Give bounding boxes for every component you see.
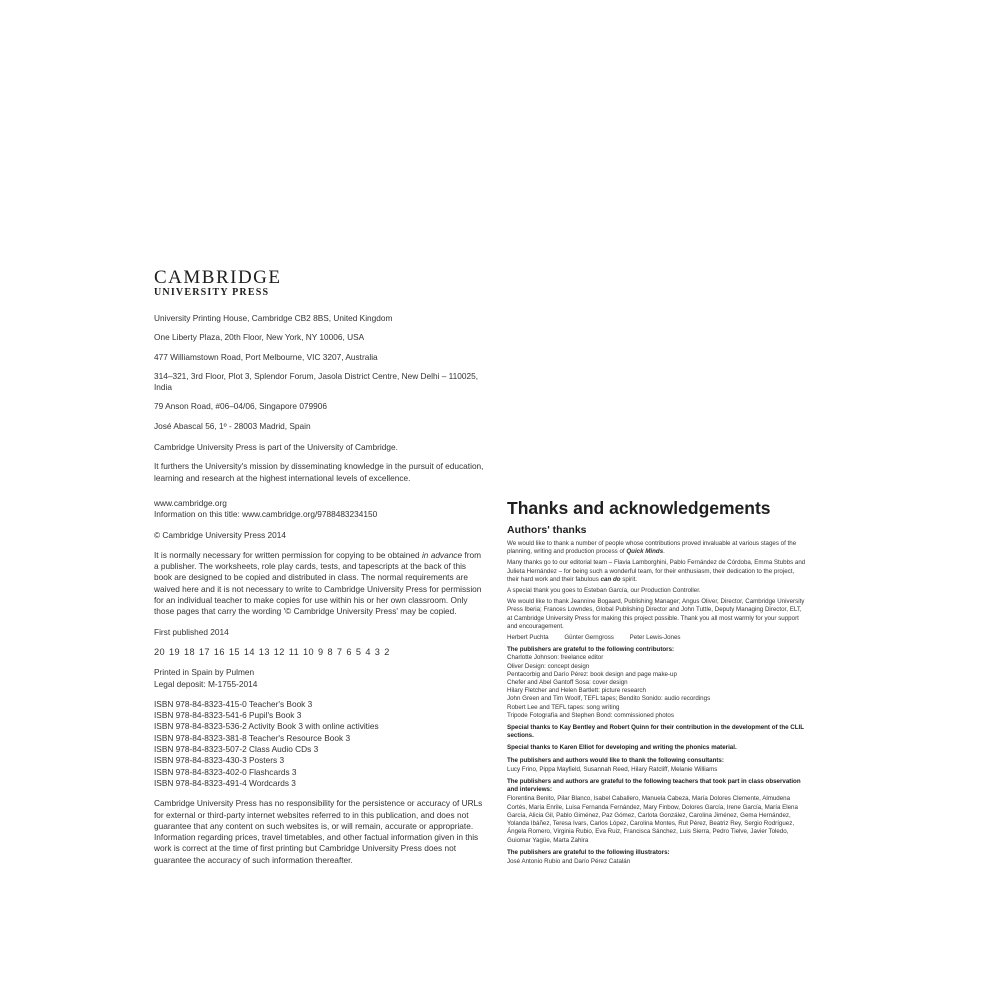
thanks-text: Many thanks go to our editorial team – Flavia Lamborghini, Pablo Fernández de Córdoba, Emma Stubbs and Julieta Hernández – for being such a wonderful team, for their enthusiasm, their dedication to the project, their hard work and their fabulous (507, 559, 806, 583)
thanks-paragraph (507, 559, 807, 584)
address-line: 477 Williamstown Road, Port Melbourne, VIC 3207, Australia (154, 351, 378, 362)
cambridge-logo (154, 268, 484, 299)
legal-deposit: Legal deposit: M-1755-2014 (154, 678, 258, 689)
special-thanks-phonics: Special thanks to Karen Elliot for developing and writing the phonics material. (507, 744, 737, 752)
address-line: 314–321, 3rd Floor, Plot 3, Splendor Forum, Jasola District Centre, New Delhi – 110025, India (154, 370, 479, 393)
teachers-heading: The publishers and authors are grateful to the following teachers that took part in class observation and interviews: (507, 778, 801, 794)
contributor-item: John Green and Tim Woolf, TEFL tapes; Bendito Sonido: audio recordings (507, 695, 711, 703)
contributor-item: Robert Lee and TEFL tapes: song writing (507, 703, 620, 711)
about-text: Cambridge University Press is part of the University of Cambridge. (154, 442, 398, 453)
thanks-text: We would like to thank a number of people whose contributions proved invaluable at various stages of the planning, writing and production process of (507, 540, 797, 556)
isbn-item: ISBN 978-84-8323-430-3 Posters 3 (154, 755, 285, 766)
acknowledgements-title: Thanks and acknowledgements (507, 498, 771, 518)
consultants-list: Lucy Frino, Pippa Mayfield, Susannah Reed, Hilary Ratcliff, Melanie Williams (507, 765, 718, 773)
permission-text-end: from a publisher. The worksheets, role play cards, tests, and tapescripts at the back of this book are designed to be copied and distributed in class. The normal requirements are waived here and it is not necessary to write to Cambridge University Press for permission for an individual teacher to make copies for use within his or her own classroom. Only those pages that carry the wording '© Cambridge University Press' may be copied. (154, 549, 482, 617)
address-line: One Liberty Plaza, 20th Floor, New York, NY 10006, USA (154, 332, 365, 343)
contributor-item: Pentacorbig and Darío Pérez: book design and page make-up (507, 670, 677, 678)
teachers-list: Florentina Benito, Pilar Blanco, Isabel Caballero, Manuela Cabeza, María Dolores Clemente, Almudena Cortés, María Enrile, Luisa Fernanda Fernández, Mary Finbow, Dolores García, Irene García, María Elena García, Alicia Gil, Pablo Giménez, Paz Gómez, Carlota González, Carolina Jiménez, Gema Hernández, Yolanda Ibáñez, Teresa Ivars, Carlos López, Carolina Montes, Rut Pérez, Beatriz Rey, Sergio Rodríguez, Ángela Romero, Virginia Rubio, Eva Ruiz, Francisca Sánchez, Luis Sierra, Pedro Tielve, Javier Toledo, Guiomar Yagüe, Marta Zahira (507, 795, 798, 844)
logo-name: CAMBRIDGE (154, 267, 282, 288)
imprint-column (154, 268, 484, 866)
permission-text-start: It is normally necessary for written permission for copying to be obtained (154, 549, 422, 560)
author-names (507, 634, 807, 642)
address-line: José Abascal 56, 1º - 28003 Madrid, Spain (154, 420, 311, 431)
contributor-item: Oliver Design: concept design (507, 662, 590, 670)
illustrators-list: José Antonio Rubio and Darío Pérez Catalán (507, 857, 631, 865)
thanks-text: . (663, 548, 665, 556)
thanks-paragraph: A special thank you goes to Esteban García, our Production Controller. (507, 587, 701, 595)
isbn-item: ISBN 978-84-8323-541-6 Pupil's Book 3 (154, 710, 302, 721)
disclaimer-text: Cambridge University Press has no responsibility for the persistence or accuracy of URLs for external or third-party internet websites referred to in this publication, and does not guarantee that any content on such websites is, or will remain, accurate or appropriate. Information regarding prices, travel timetables, and other factual information given in this work is correct at the time of first printing but Cambridge University Press does not guarantee the accuracy of such information thereafter. (154, 798, 483, 865)
title-info-link[interactable]: Information on this title: www.cambridge.org/9788483234150 (154, 509, 378, 520)
address-line: 79 Anson Road, #06–04/06, Singapore 079906 (154, 401, 327, 412)
isbn-item: ISBN 978-84-8323-507-2 Class Audio CDs 3 (154, 744, 319, 755)
contributor-item: Hilary Fletcher and Helen Bartlett: picture research (507, 687, 646, 695)
printer-info: Printed in Spain by Pulmen (154, 667, 255, 678)
isbn-item: ISBN 978-84-8323-491-4 Wordcards 3 (154, 777, 296, 788)
illustrators-heading: The publishers are grateful to the following illustrators: (507, 848, 670, 856)
website-link[interactable]: www.cambridge.org (154, 497, 227, 508)
author-name: Peter Lewis-Jones (629, 634, 681, 642)
contributor-item: Charlotte Johnson: freelance editor (507, 654, 604, 662)
contributors-list (507, 654, 807, 720)
isbn-list (154, 699, 484, 789)
isbn-item: ISBN 978-84-8323-381-8 Teacher's Resource Book 3 (154, 732, 351, 743)
thanks-paragraph (507, 540, 807, 556)
isbn-item: ISBN 978-84-8323-536-2 Activity Book 3 with online activities (154, 721, 379, 732)
spirit-emphasis: can do (600, 575, 621, 583)
thanks-text: spirit. (620, 575, 638, 583)
special-thanks-clil: Special thanks to Kay Bentley and Robert Quinn for their contribution in the development of the CLIL sections. (507, 724, 804, 740)
copyright-notice: © Cambridge University Press 2014 (154, 529, 287, 540)
authors-thanks-heading: Authors' thanks (507, 524, 587, 536)
contributors-heading: The publishers are grateful to the following contributors: (507, 646, 675, 654)
contributor-item: Chefer and Abel Gantoff Sosa: cover design (507, 679, 628, 687)
first-published: First published 2014 (154, 626, 229, 637)
address-line: University Printing House, Cambridge CB2 8BS, United Kingdom (154, 313, 393, 323)
book-title: Quick Minds (626, 548, 664, 556)
author-name: Günter Gerngross (564, 634, 614, 642)
isbn-item: ISBN 978-84-8323-415-0 Teacher's Book 3 (154, 698, 313, 709)
thanks-paragraph: We would like to thank Jeannine Bogaard, Publishing Manager; Angus Oliver, Director, Cambridge University Press Iberia; Frances Lowndes, Global Publishing Director and John Tuttle, Deputy Managing Director, ELT, at Cambridge University Press for making this project possible. Thank you all most warmly for your support and encouragement. (507, 598, 805, 630)
address-list (154, 313, 484, 432)
mission-text: It furthers the University's mission by disseminating knowledge in the pursuit of education, learning and research at the highest international levels of excellence. (154, 461, 484, 483)
contributor-item: Tripode Fotografía and Stephen Bond: commissioned photos (507, 711, 674, 719)
print-run-line: 20 19 18 17 16 15 14 13 12 11 10 9 8 7 6 5 4 3 2 (154, 646, 390, 657)
logo-subtitle: UNIVERSITY PRESS (154, 287, 270, 298)
acknowledgements-column (507, 497, 807, 866)
author-name: Herbert Puchta (507, 634, 549, 642)
consultants-heading: The publishers and authors would like to thank the following consultants: (507, 756, 724, 764)
permission-notice (154, 550, 484, 618)
isbn-item: ISBN 978-84-8323-402-0 Flashcards 3 (154, 766, 297, 777)
permission-emphasis: in advance (421, 549, 463, 560)
